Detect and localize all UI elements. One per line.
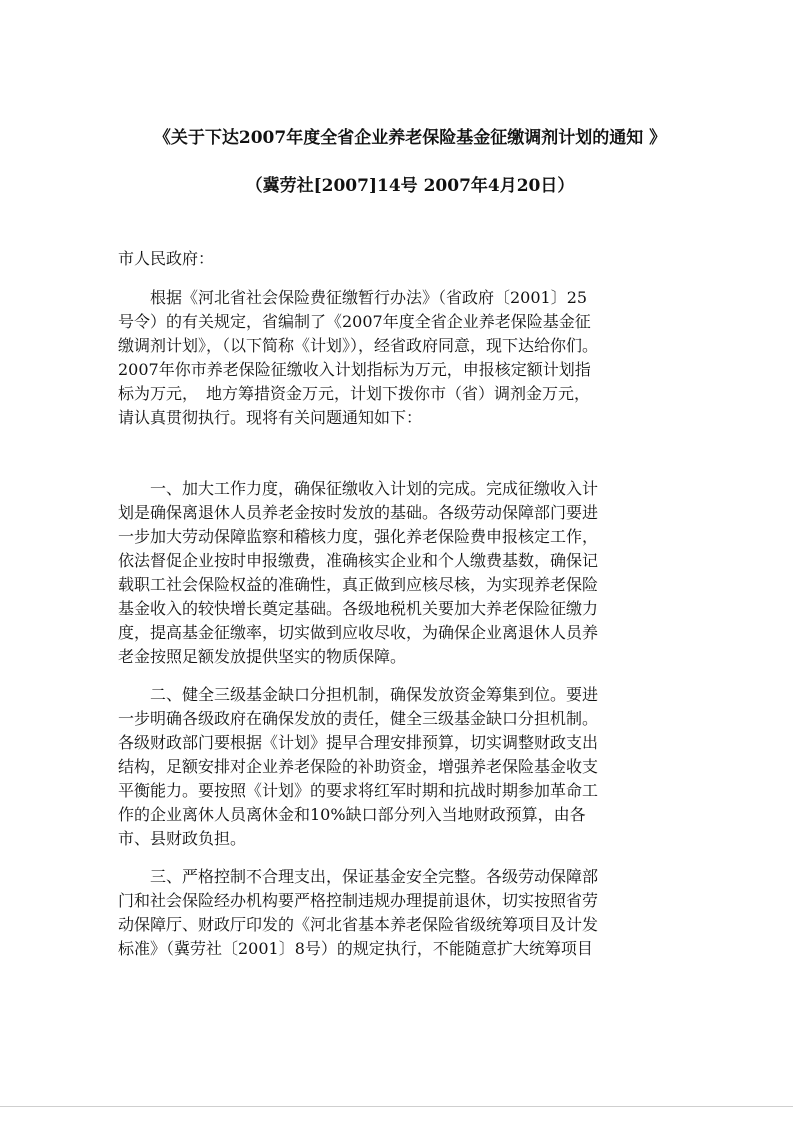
text-line: 号令）的有关规定，省编制了《2007年度全省企业养老保险基金征: [118, 312, 591, 331]
text-line: 缴调剂计划》，（以下简称《计划》），经省政府同意，现下达给你们。: [118, 336, 599, 355]
salutation: 市人民政府：: [118, 249, 215, 268]
text-line: 二、健全三级基金缺口分担机制，确保发放资金筹集到位。要进: [118, 685, 599, 704]
text-line: 度，提高基金征缴率，切实做到应收尽收，为确保企业离退休人员养: [118, 623, 599, 642]
document-subtitle: （冀劳社[2007]14号 2007年4月20日）: [245, 176, 575, 196]
text-line: 动保障厅、财政厅印发的《河北省基本养老保险省级统筹项目及计发: [118, 915, 599, 934]
text-line: 三、严格控制不合理支出，保证基金安全完整。各级劳动保障部: [118, 867, 599, 886]
paragraph-section-2: [118, 683, 674, 851]
text-line: 市、县财政负担。: [118, 829, 247, 848]
page-bottom-edge: [0, 1106, 793, 1107]
text-line: 作的企业离休人员离休金和10%缺口部分列入当地财政预算，由各: [118, 805, 586, 824]
text-line: 请认真贯彻执行。现将有关问题通知如下：: [118, 408, 423, 427]
text-line: 门和社会保险经办机构要严格控制违规办理提前退休，切实按照省劳: [118, 891, 599, 910]
text-line: 根据《河北省社会保险费征缴暂行办法》（省政府〔2001〕25: [118, 288, 588, 307]
document-title: 《关于下达2007年度全省企业养老保险基金征缴调剂计划的通知 》: [153, 128, 667, 148]
text-line: 标准》（冀劳社〔2001〕8号）的规定执行，不能随意扩大统筹项目: [118, 939, 593, 958]
text-line: 载职工社会保险权益的准确性，真正做到应核尽核，为实现养老保险: [118, 575, 599, 594]
paragraph-section-1: [118, 477, 674, 669]
text-line: 划是确保离退休人员养老金按时发放的基础。各级劳动保障部门要进: [118, 503, 599, 522]
paragraph-intro: [118, 286, 674, 430]
text-line: 一步明确各级政府在确保发放的责任，健全三级基金缺口分担机制。: [118, 709, 599, 728]
text-line: 基金收入的较快增长奠定基础。各级地税机关要加大养老保险征缴力: [118, 599, 599, 618]
text-line: 标为万元， 地方筹措资金万元，计划下拨你市（省）调剂金万元，: [118, 384, 591, 403]
text-line: 结构，足额安排对企业养老保险的补助资金，增强养老保险基金收支: [118, 757, 599, 776]
text-line: 一步加大劳动保障监察和稽核力度，强化养老保险费申报核定工作，: [118, 527, 599, 546]
text-line: 各级财政部门要根据《计划》提早合理安排预算，切实调整财政支出: [118, 733, 599, 752]
text-line: 老金按照足额发放提供坚实的物质保障。: [118, 647, 407, 666]
text-line: 平衡能力。要按照《计划》的要求将红军时期和抗战时期参加革命工: [118, 781, 599, 800]
text-line: 一、加大工作力度，确保征缴收入计划的完成。完成征缴收入计: [118, 479, 599, 498]
text-line: 依法督促企业按时申报缴费，准确核实企业和个人缴费基数，确保记: [118, 551, 599, 570]
text-line: 2007年你市养老保险征缴收入计划指标为万元，申报核定额计划指: [118, 360, 591, 379]
paragraph-section-3: [118, 865, 674, 961]
